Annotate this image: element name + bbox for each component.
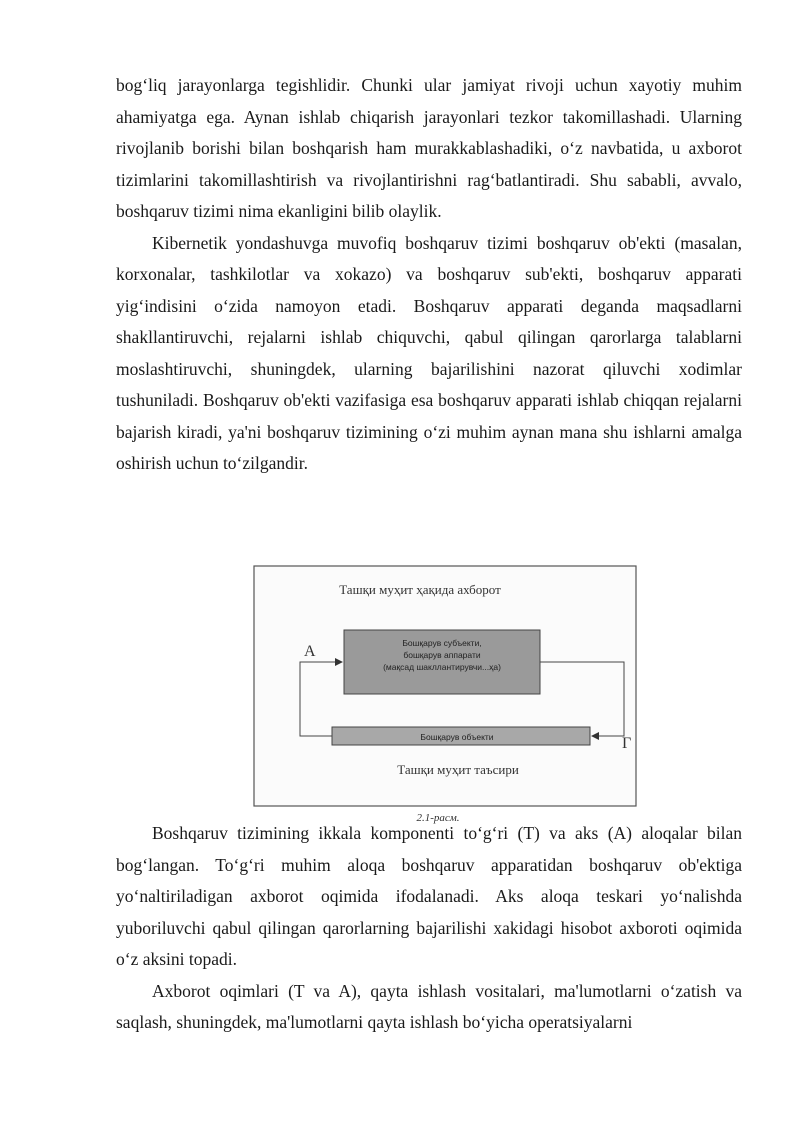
figure-2-1 <box>252 562 640 826</box>
boshqaruv-diagram <box>252 562 640 826</box>
bottom-label: Ташқи муҳит таъсири <box>397 762 519 777</box>
text-block-top <box>116 70 742 480</box>
subject-line-1: Бошқарув субъекти, <box>402 638 482 648</box>
subject-line-2: бошқарув аппарати <box>403 650 481 660</box>
object-box-label: Бошқарув объекти <box>420 732 494 742</box>
top-label: Ташқи муҳит ҳақида ахборот <box>339 582 501 597</box>
paragraph-1: bog‘liq jarayonlarga tegishlidir. Chunki ular jamiyat rivoji uchun xayotiy muhim ahamiyatga ega. Aynan ishlab chiqarish jarayonlari tezkor takomillashadi. Ularning rivojlanib borishi bilan boshqarish ham murakkablashadiki, o‘z navbatida, u axborot tizimlarini takomillashtirish va rivojlantirishni rag‘batlantiradi. Shu sababli, avvalo, boshqaruv tizimi nima ekanligini bilib olaylik. <box>116 75 742 221</box>
paragraph-4: Axborot oqimlari (T va A), qayta ishlash vositalari, ma'lumotlarni o‘zatish va saqlash, shuningdek, ma'lumotlarni qayta ishlash bo‘yicha operatsiyalarni <box>116 980 742 1032</box>
subject-line-3: (мақсад шакллантирувчи...ҳа) <box>383 662 501 672</box>
paragraph-3: Boshqaruv tizimining ikkala komponenti to‘g‘ri (T) va aks (A) aloqalar bilan bog‘langan. To‘g‘ri muhim aloqa boshqaruv apparatidan boshqaruv ob'ektiga yo‘naltiriladigan axborot oqimida ifodalanadi. Aks aloqa teskari yo‘nalishda yuboriluvchi qabul qilingan qarorlarning bajarilishi xakidagi hisobot axboroti oqimida o‘z aksini topadi. <box>116 823 742 969</box>
paragraph-2: Kibernetik yondashuvga muvofiq boshqaruv tizimi boshqaruv ob'ekti (masalan, korxonalar, tashkilotlar va xokazo) va boshqaruv sub'ekti, boshqaruv apparati yig‘indisini o‘zida namoyon etadi. Boshqaruv apparati deganda maqsadlarni shakllantiruvchi, rejalarni ishlab chiquvchi, qabul qilingan qarorlarga talablarni moslashtiruvchi, shuningdek, ularning bajarilishini nazorat qiluvchi xodimlar tushuniladi. Boshqaruv ob'ekti vazifasiga esa boshqaruv apparati ishlab chiqqan rejalarni bajarish kiradi, ya'ni boshqaruv tizimining o‘zi muhim aynan mana shu ishlarni amalga oshirish uchun to‘zilgandir. <box>116 232 742 473</box>
label-a: А <box>304 643 316 660</box>
figure-caption: 2.1-расм. <box>416 812 460 824</box>
text-block-bottom <box>116 818 742 1039</box>
label-t: Г <box>622 735 632 752</box>
